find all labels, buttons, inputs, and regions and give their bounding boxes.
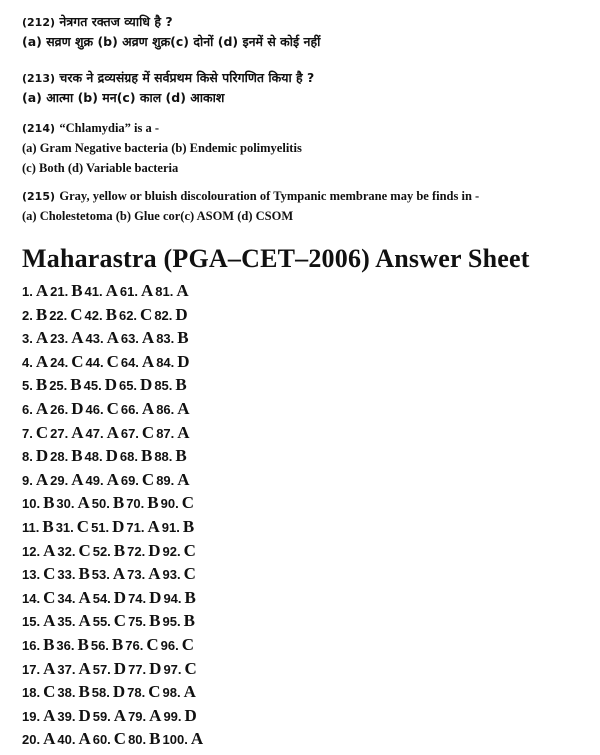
answer-number: 6. <box>22 401 33 417</box>
answer-letter: C <box>71 351 84 371</box>
answer-number: 92. <box>162 543 181 559</box>
question-stem <box>22 186 479 206</box>
answer-letter: C <box>43 682 56 702</box>
answer-number: 82. <box>154 307 173 323</box>
answer-letter: D <box>112 516 125 536</box>
answer-letter: D <box>177 351 190 371</box>
answer-letter: B <box>78 682 90 702</box>
answer-number: 3. <box>22 331 33 347</box>
question-stem <box>22 118 302 138</box>
answer-number: 47. <box>85 425 104 441</box>
answer-number: 20. <box>22 732 41 748</box>
answer-number: 22. <box>49 307 68 323</box>
question-options: (a) सव्रण शुक्र (b) अव्रण शुक्र(c) दोनों (d) इनमें से कोई नहीं <box>22 34 321 49</box>
answer-number: 88. <box>154 449 173 465</box>
answer-letter: A <box>113 705 127 725</box>
answer-number: 50. <box>91 496 110 512</box>
answer-letter: B <box>175 446 187 466</box>
answer-number: 86. <box>156 401 175 417</box>
answer-letter: A <box>43 540 56 560</box>
answer-letter: A <box>149 705 162 725</box>
answer-letter: A <box>176 281 189 300</box>
answer-letter: B <box>42 516 54 536</box>
answer-letter: C <box>146 634 159 654</box>
answer-number: 40. <box>57 732 76 748</box>
answer-letter: A <box>177 469 190 489</box>
answer-letter: B <box>149 729 161 749</box>
question-text: चरक ने द्रव्यसंग्रह में सर्वप्रथम किसे परिगणित किया है ? <box>59 70 315 85</box>
answer-number: 73. <box>127 567 146 583</box>
answer-letter: C <box>106 351 119 371</box>
answer-number: 80. <box>128 732 147 748</box>
answer-number: 64. <box>120 354 139 370</box>
answer-letter: C <box>76 516 90 536</box>
question-214 <box>22 118 302 178</box>
answer-number: 34. <box>57 590 76 606</box>
answer-letter: A <box>43 705 56 725</box>
answer-letter: C <box>181 634 194 654</box>
answer-number: 56. <box>90 637 109 653</box>
answer-number: 2. <box>22 307 33 323</box>
answer-number: 13. <box>22 567 41 583</box>
answer-number: 74. <box>128 590 147 606</box>
answer-letter: D <box>175 304 188 324</box>
answer-number: 1. <box>22 284 33 299</box>
answer-letter: B <box>184 587 196 607</box>
answer-number: 43. <box>85 331 104 347</box>
answer-letter: B <box>140 446 153 466</box>
answer-letter: B <box>149 611 161 631</box>
answer-number: 9. <box>22 472 33 488</box>
answer-number: 84. <box>156 354 175 370</box>
answer-number: 48. <box>84 449 103 465</box>
answer-number: 49. <box>85 472 104 488</box>
question-text: “Chlamydia” is a - <box>59 121 160 135</box>
question-text: Gray, yellow or bluish discolouration of Tympanic membrane may be finds in - <box>59 189 480 203</box>
answer-number: 28. <box>50 449 69 465</box>
answer-letter: B <box>71 446 83 466</box>
answer-row <box>22 350 205 374</box>
answer-letter: C <box>140 304 153 324</box>
answer-letter: A <box>78 658 91 678</box>
answer-letter: D <box>140 375 153 395</box>
answer-letter: A <box>71 469 84 489</box>
answer-letter: C <box>183 540 196 560</box>
answer-number: 93. <box>162 567 181 583</box>
answer-number: 10. <box>22 496 41 512</box>
answer-number: 53. <box>91 567 110 583</box>
answer-letter: B <box>183 611 195 631</box>
answer-number: 69. <box>120 472 139 488</box>
answer-letter: A <box>35 398 49 418</box>
question-213 <box>22 68 314 108</box>
answer-number: 89. <box>156 472 175 488</box>
answer-letter: C <box>141 422 155 442</box>
question-options: (a) Cholestetoma (b) Glue cor(c) ASOM (d) CSOM <box>22 209 294 223</box>
answer-number: 90. <box>160 496 179 512</box>
answer-number: 87. <box>156 425 175 441</box>
answer-letter: A <box>106 469 119 489</box>
answer-number: 27. <box>50 425 69 441</box>
answer-row <box>22 657 205 681</box>
answer-letter: A <box>112 564 126 584</box>
answer-letter: A <box>35 328 49 348</box>
answer-number: 16. <box>22 637 41 653</box>
answer-number: 62. <box>118 307 138 323</box>
question-number: (212) <box>22 16 56 29</box>
answer-letter: C <box>43 564 56 584</box>
answer-number: 30. <box>56 496 75 512</box>
answer-number: 63. <box>120 331 139 347</box>
answer-number: 55. <box>92 614 111 630</box>
question-options: (a) आत्मा (b) मन(c) काल (d) आकाश <box>22 90 225 105</box>
answer-number: 60. <box>92 732 111 748</box>
answer-letter: C <box>70 304 83 324</box>
answer-letter: D <box>78 705 91 725</box>
answer-letter: A <box>183 682 196 702</box>
answer-row <box>22 515 205 539</box>
answer-letter: A <box>78 611 91 631</box>
answer-letter: C <box>113 729 127 749</box>
answer-letter: D <box>104 375 117 395</box>
answer-sheet-title: Maharastra (PGA–CET–2006) Answer Sheet <box>22 244 530 273</box>
answer-number: 19. <box>22 708 41 724</box>
answer-number: 42. <box>84 307 103 323</box>
answer-letter: A <box>141 398 155 418</box>
answer-number: 100. <box>162 732 188 748</box>
answer-letter: A <box>35 469 49 489</box>
answer-sheet <box>22 279 205 751</box>
answer-row <box>22 279 205 303</box>
answer-letter: A <box>35 351 49 371</box>
answer-letter: D <box>71 398 84 418</box>
answer-letter: B <box>77 634 89 654</box>
answer-letter: C <box>183 564 196 584</box>
answer-letter: B <box>35 304 48 324</box>
answer-letter: C <box>43 587 56 607</box>
answer-row <box>22 303 205 327</box>
answer-number: 26. <box>50 401 69 417</box>
answer-letter: B <box>43 634 55 654</box>
question-number: (213) <box>22 72 56 85</box>
question-212 <box>22 12 320 52</box>
answer-letter: C <box>78 540 91 560</box>
answer-letter: D <box>113 587 127 607</box>
answer-row <box>22 326 205 350</box>
answer-number: 97. <box>163 661 182 677</box>
answer-number: 5. <box>22 378 33 394</box>
answer-number: 78. <box>127 685 146 701</box>
answer-letter: A <box>141 351 155 371</box>
answer-number: 46. <box>85 401 104 417</box>
answer-number: 91. <box>161 519 180 535</box>
answer-letter: D <box>35 446 49 466</box>
question-number: (215) <box>22 190 56 203</box>
answer-letter: D <box>113 658 127 678</box>
answer-letter: A <box>43 611 56 631</box>
answer-row <box>22 586 205 610</box>
answer-letter: B <box>78 564 90 584</box>
answer-letter: A <box>71 422 84 442</box>
answer-number: 11. <box>22 519 40 535</box>
answer-number: 36. <box>56 637 75 653</box>
answer-number: 79. <box>128 708 147 724</box>
question-options: (a) Gram Negative bacteria (b) Endemic polimyelitis <box>22 141 302 155</box>
answer-letter: C <box>113 611 127 631</box>
answer-letter: B <box>177 328 189 348</box>
answer-number: 81. <box>155 284 174 299</box>
answer-number: 29. <box>50 472 69 488</box>
answer-row <box>22 727 205 751</box>
answer-letter: A <box>78 729 91 749</box>
answer-letter: A <box>140 281 154 300</box>
answer-number: 32. <box>57 543 76 559</box>
answer-number: 98. <box>162 685 181 701</box>
answer-number: 33. <box>57 567 76 583</box>
answer-row <box>22 680 205 704</box>
answer-number: 38. <box>57 685 76 701</box>
answer-letter: D <box>148 540 161 560</box>
answer-letter: A <box>71 328 84 348</box>
answer-number: 71. <box>126 519 145 535</box>
answer-row <box>22 704 205 728</box>
answer-number: 61. <box>119 284 138 299</box>
answer-letter: A <box>148 564 161 584</box>
answer-number: 21. <box>50 284 69 299</box>
answer-row <box>22 468 205 492</box>
answer-letter: D <box>184 705 197 725</box>
answer-number: 94. <box>163 590 182 606</box>
answer-letter: D <box>149 587 162 607</box>
answer-letter: B <box>43 493 55 513</box>
answer-number: 52. <box>92 543 111 559</box>
answer-letter: C <box>106 398 119 418</box>
answer-number: 35. <box>57 614 76 630</box>
answer-number: 68. <box>119 449 138 465</box>
answer-letter: A <box>106 328 119 348</box>
answer-number: 45. <box>83 378 102 394</box>
answer-row <box>22 633 205 657</box>
answer-letter: A <box>177 422 190 442</box>
answer-number: 15. <box>22 614 41 630</box>
answer-number: 14. <box>22 590 41 606</box>
answer-number: 54. <box>92 590 111 606</box>
answer-number: 76. <box>125 637 144 653</box>
answer-letter: A <box>105 281 118 300</box>
answer-number: 39. <box>57 708 76 724</box>
question-number: (214) <box>22 122 56 135</box>
answer-number: 25. <box>49 378 68 394</box>
answer-row <box>22 539 205 563</box>
answer-number: 99. <box>163 708 182 724</box>
answer-letter: B <box>113 540 126 560</box>
answer-letter: C <box>35 422 49 442</box>
answer-number: 83. <box>156 331 175 347</box>
answer-letter: B <box>70 375 82 395</box>
answer-letter: D <box>149 658 162 678</box>
question-text: नेत्रगत रक्तज व्याधि है ? <box>59 14 173 29</box>
answer-letter: B <box>175 375 187 395</box>
answer-row <box>22 444 205 468</box>
question-stem <box>22 12 320 32</box>
answer-number: 44. <box>85 354 104 370</box>
answer-letter: A <box>43 729 56 749</box>
answer-letter: A <box>77 493 90 513</box>
answer-letter: A <box>177 398 190 418</box>
answer-letter: A <box>43 658 56 678</box>
answer-letter: A <box>147 516 160 536</box>
answer-letter: B <box>71 281 83 300</box>
question-options: (c) Both (d) Variable bacteria <box>22 161 179 175</box>
answer-row <box>22 562 205 586</box>
answer-letter: A <box>141 328 155 348</box>
answer-letter: D <box>112 682 126 702</box>
answer-letter: B <box>147 493 159 513</box>
answer-number: 65. <box>118 378 138 394</box>
answer-number: 4. <box>22 354 33 370</box>
question-215 <box>22 186 479 226</box>
answer-number: 12. <box>22 543 41 559</box>
answer-row <box>22 491 205 515</box>
answer-number: 85. <box>154 378 173 394</box>
answer-number: 75. <box>128 614 147 630</box>
answer-number: 8. <box>22 449 33 465</box>
answer-letter: B <box>35 375 48 395</box>
answer-number: 58. <box>91 685 110 701</box>
answer-number: 95. <box>162 614 181 630</box>
answer-row <box>22 609 205 633</box>
answer-letter: C <box>141 469 155 489</box>
answer-number: 57. <box>92 661 111 677</box>
answer-number: 37. <box>57 661 76 677</box>
question-stem <box>22 68 314 88</box>
answer-number: 59. <box>92 708 111 724</box>
answer-number: 67. <box>120 425 139 441</box>
answer-letter: B <box>111 634 124 654</box>
answer-row <box>22 373 205 397</box>
answer-number: 72. <box>127 543 146 559</box>
answer-number: 31. <box>55 519 74 535</box>
answer-number: 77. <box>128 661 147 677</box>
answer-letter: A <box>190 729 204 749</box>
answer-letter: A <box>35 281 49 300</box>
answer-number: 17. <box>22 661 41 677</box>
answer-number: 70. <box>126 496 145 512</box>
answer-number: 24. <box>50 354 69 370</box>
answer-letter: D <box>105 446 118 466</box>
answer-number: 7. <box>22 425 33 441</box>
answer-letter: C <box>148 682 161 702</box>
answer-letter: C <box>184 658 197 678</box>
answer-letter: B <box>112 493 125 513</box>
answer-number: 66. <box>120 401 139 417</box>
answer-number: 41. <box>84 284 103 299</box>
answer-letter: B <box>182 516 195 536</box>
answer-letter: A <box>78 587 91 607</box>
answer-row <box>22 397 205 421</box>
answer-number: 96. <box>160 637 179 653</box>
answer-number: 23. <box>50 331 69 347</box>
answer-letter: B <box>105 304 117 324</box>
answer-row <box>22 421 205 445</box>
answer-letter: C <box>181 493 194 513</box>
answer-number: 18. <box>22 685 41 701</box>
answer-number: 51. <box>91 519 110 535</box>
answer-letter: A <box>106 422 119 442</box>
